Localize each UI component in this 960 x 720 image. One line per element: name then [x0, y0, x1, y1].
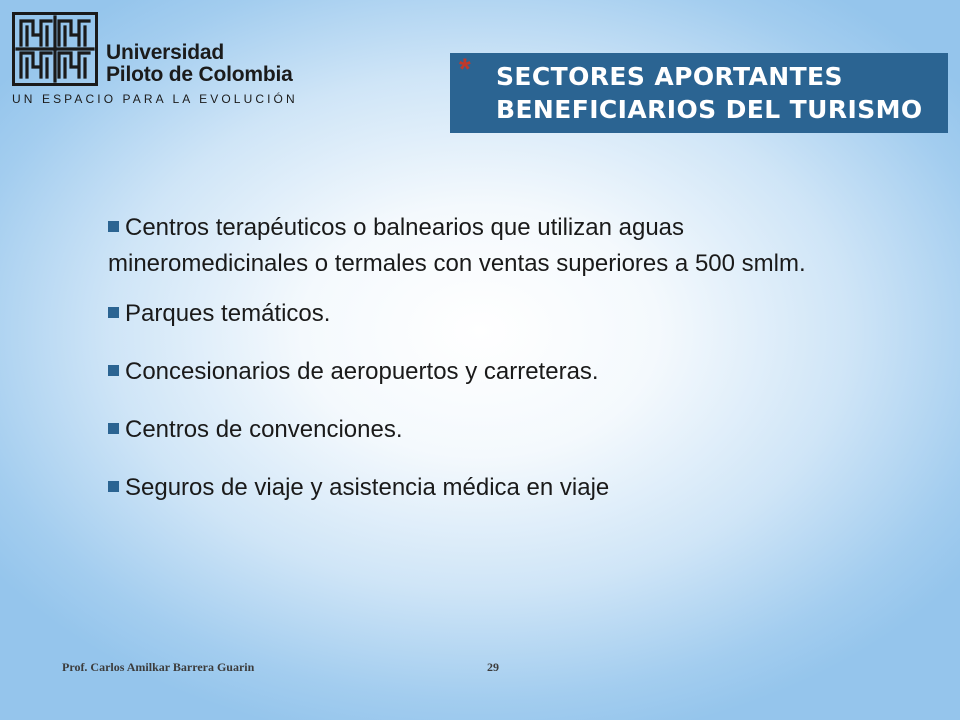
- slide-title: [496, 60, 936, 126]
- bullet-item: [108, 296, 848, 332]
- square-bullet-icon: [108, 423, 119, 434]
- university-name-line2: Piloto de Colombia: [106, 63, 293, 86]
- university-name: [106, 42, 316, 86]
- slide-title-line1: SECTORES APORTANTES: [496, 62, 843, 91]
- university-tagline: UN ESPACIO PARA LA EVOLUCIÓN: [12, 92, 298, 106]
- bullet-text: Parques temáticos.: [125, 300, 331, 327]
- square-bullet-icon: [108, 365, 119, 376]
- square-bullet-icon: [108, 481, 119, 492]
- university-name-line1: Universidad: [106, 41, 225, 64]
- bullet-text: Seguros de viaje y asistencia médica en viaje: [125, 474, 610, 501]
- bullet-text: Concesionarios de aeropuertos y carreteras.: [125, 358, 599, 385]
- bullet-item: [108, 354, 848, 390]
- square-bullet-icon: [108, 221, 119, 232]
- square-bullet-icon: [108, 307, 119, 318]
- university-logo-icon: [12, 12, 98, 86]
- title-banner: [450, 53, 948, 133]
- page-number: 29: [487, 660, 499, 674]
- bullet-item: [108, 470, 848, 506]
- bullet-text: Centros de convenciones.: [125, 416, 403, 443]
- university-logo: [10, 10, 310, 110]
- title-star-icon: *: [459, 53, 471, 86]
- slide-title-line2: BENEFICIARIOS DEL TURISMO: [496, 95, 923, 124]
- footer-author: Prof. Carlos Amilkar Barrera Guarin: [62, 660, 255, 674]
- bullet-list: [108, 210, 848, 506]
- bullet-item: [108, 210, 808, 282]
- bullet-text: Centros terapéuticos o balnearios que utilizan aguas mineromedicinales o termales con ventas superiores a 500 smlm.: [108, 214, 806, 277]
- bullet-item: [108, 412, 848, 448]
